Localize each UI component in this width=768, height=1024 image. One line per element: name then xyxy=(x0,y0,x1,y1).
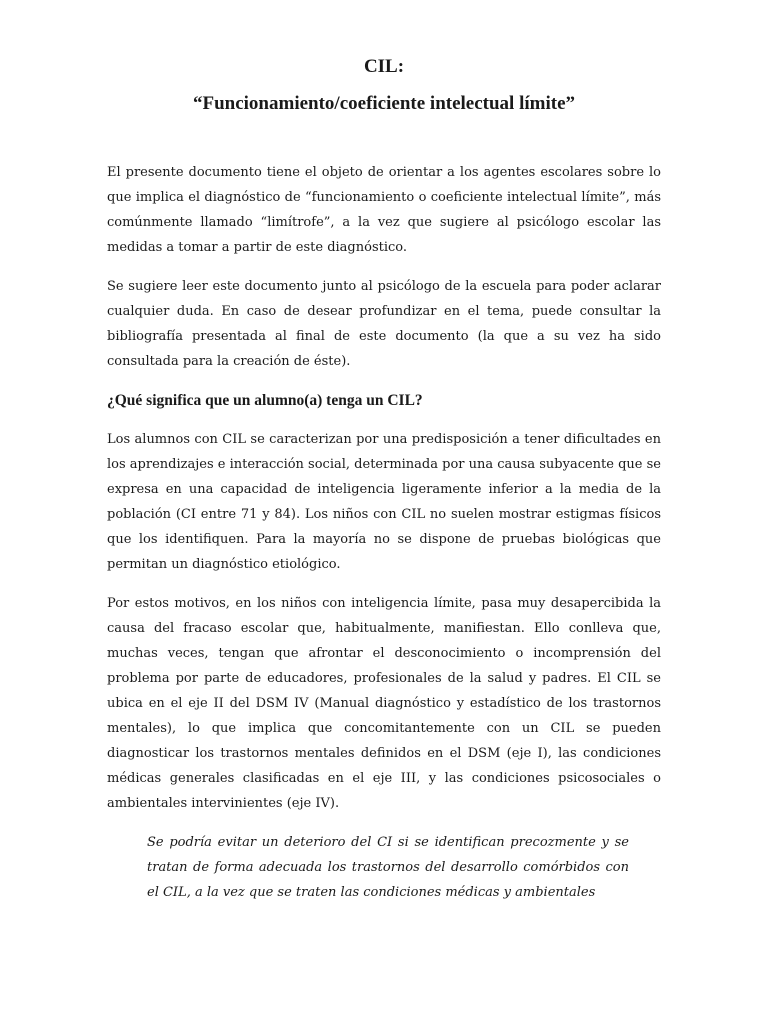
italic-quote: Se podría evitar un deterioro del CI si se identifican precozmente y se tratan de forma adecuada los trastornos del desarrollo comórbidos con el CIL, a la vez que se traten las condiciones médicas y ambientales xyxy=(147,835,629,900)
section-heading: ¿Qué significa que un alumno(a) tenga un CIL? xyxy=(107,392,423,409)
document-subtitle: “Funcionamiento/coeficiente intelectual límite” xyxy=(192,93,576,114)
reading-suggestion-paragraph: Se sugiere leer este documento junto al psicólogo de la escuela para poder aclarar cualquier duda. En caso de desear profundizar en el tema, puede consultar la bibliografía presentada al final de este documento (la que a su vez ha sido consultada para la creación de éste). xyxy=(107,279,661,369)
definition-paragraph: Los alumnos con CIL se caracterizan por una predisposición a tener dificultades en los aprendizajes e interacción social, determinada por una causa subyacente que se expresa en una capacidad de inteligencia ligeramente inferior a la media de la población (CI entre 71 y 84). Los niños con CIL no suelen mostrar estigmas físicos que los identifiquen. Para la mayoría no se dispone de pruebas biológicas que permitan un diagnóstico etiológico. xyxy=(107,432,661,572)
document-title: CIL: xyxy=(363,56,405,77)
causes-paragraph: Por estos motivos, en los niños con inteligencia límite, pasa muy desapercibida la causa del fracaso escolar que, habitualmente, manifiestan. Ello conlleva que, muchas veces, tengan que afrontar el desconocimiento o incomprensión del problema por parte de educadores, profesionales de la salud y padres. El CIL se ubica en el eje II del DSM IV (Manual diagnóstico y estadístico de los trastornos mentales), lo que implica que concomitantemente con un CIL se pueden diagnosticar los trastornos mentales definidos en el DSM (eje I), las condiciones médicas generales clasificadas en el eje III, y las condiciones psicosociales o ambientales intervinientes (eje IV). xyxy=(107,596,661,811)
document-body xyxy=(107,160,661,905)
intro-paragraph: El presente documento tiene el objeto de orientar a los agentes escolares sobre lo que implica el diagnóstico de “funcionamiento o coeficiente intelectual límite”, más comúnmente llamado “limítrofe”, a la vez que sugiere al psicólogo escolar las medidas a tomar a partir de este diagnóstico. xyxy=(107,165,661,255)
